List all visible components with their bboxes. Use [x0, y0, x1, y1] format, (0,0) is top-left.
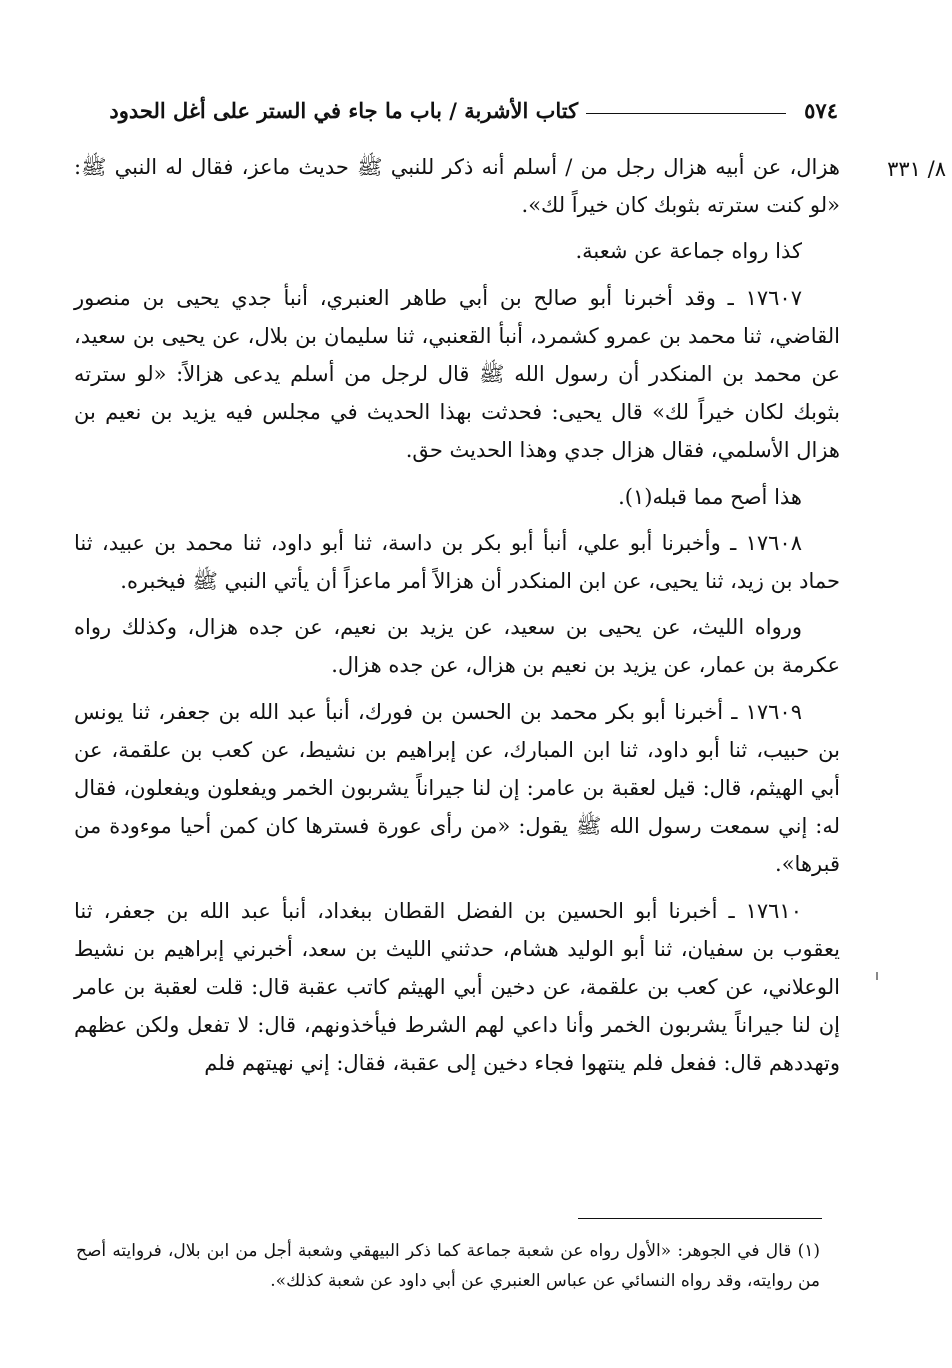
- paragraph: ١٧٦١٠ ـ أخبرنا أبو الحسين بن الفضل القطان ببغداد، أنبأ عبد الله بن جعفر، ثنا يعقوب بن سفيان، ثنا أبو الوليد هشام، حدثني الليث بن سعد، أخبرني إبراهيم بن نشيط الوعلاني، عن كعب بن علقمة، عن دخين أبي الهيثم كاتب عقبة قال: قلت لعقبة بن عامر إن لنا جيراناً يشربون الخمر وأنا داعي لهم الشرط فيأخذونهم، قال: لا تفعل ولكن عظهم وتهددهم قال: ففعل فلم ينتهوا فجاء دخين إلى عقبة، فقال: إني نهيتهم فلم: [74, 898, 840, 1076]
- paragraph: هزال، عن أبيه هزال رجل من / أسلم أنه ذكر للنبي ﷺ حديث ماعز، فقال له النبي ﷺ: «لو كنت سترته بثوبك كان خيراً لك».: [74, 155, 840, 218]
- scan-mark: [876, 972, 878, 980]
- paragraph: كذا رواه جماعة عن شعبة.: [575, 239, 802, 264]
- main-text: [74, 148, 840, 1091]
- page-number: ٥٧٤: [804, 97, 838, 123]
- running-header: [66, 92, 838, 128]
- footnote-separator: [578, 1218, 822, 1219]
- paragraph: هذا أصح مما قبله(١).: [618, 484, 802, 509]
- header-rule: [586, 113, 786, 114]
- footnotes: [76, 1236, 820, 1296]
- paragraph: ورواه الليث، عن يحيى بن سعيد، عن يزيد بن نعيم، عن جده هزال، وكذلك رواه عكرمة بن عمار، عن يزيد بن نعيم بن هزال، عن جده هزال.: [74, 615, 840, 678]
- paragraph: ١٧٦٠٧ ـ وقد أخبرنا أبو صالح بن أبي طاهر العنبري، أنبأ جدي يحيى بن منصور القاضي، ثنا محمد بن عمرو كشمرد، أنبأ القعنبي، ثنا سليمان بن بلال، عن يحيى بن سعيد، عن محمد بن المنكدر أن رسول الله ﷺ قال لرجل من أسلم يدعى هزالاً: «لو سترته بثوبك لكان خيراً لك» قال يحيى: فحدثت بهذا الحديث في مجلس فيه يزيد بن نعيم بن هزال الأسلمي، فقال هزال جدي وهذا الحديث حق.: [74, 285, 840, 463]
- paragraph: ١٧٦٠٩ ـ أخبرنا أبو بكر محمد بن الحسن بن فورك، أنبأ عبد الله بن جعفر، ثنا يونس بن حبيب، ثنا أبو داود، ثنا ابن المبارك، عن إبراهيم بن نشيط، عن كعب بن علقمة، عن أبي الهيثم، قال: قيل لعقبة بن عامر: إن لنا جيراناً يشربون الخمر ويفعلون ويفعلون، فقال له: إني سمعت رسول الله ﷺ يقول: «من رأى عورة فسترها كان كمن أحيا موءودة من قبرها».: [74, 699, 840, 877]
- header-title: كتاب الأشربة / باب ما جاء في الستر على أغل الحدود: [109, 97, 579, 123]
- marginal-reference: ٨/ ٣٣١: [887, 157, 946, 181]
- paragraph: ١٧٦٠٨ ـ وأخبرنا أبو علي، أنبأ أبو بكر بن داسة، ثنا أبو داود، ثنا محمد بن عبيد، ثنا حماد بن زيد، ثنا يحيى، عن ابن المنكدر أن هزالاً أمر ماعزاً أن يأتي النبي ﷺ فيخبره.: [74, 530, 840, 594]
- footnote: (١) قال في الجوهر: «الأول رواه عن شعبة جماعة كما ذكر البيهقي وشعبة أجل من ابن بلال، فروايته أصح من روايته، وقد رواه النسائي عن عباس العنبري عن أبي داود عن شعبة كذلك».: [76, 1241, 820, 1291]
